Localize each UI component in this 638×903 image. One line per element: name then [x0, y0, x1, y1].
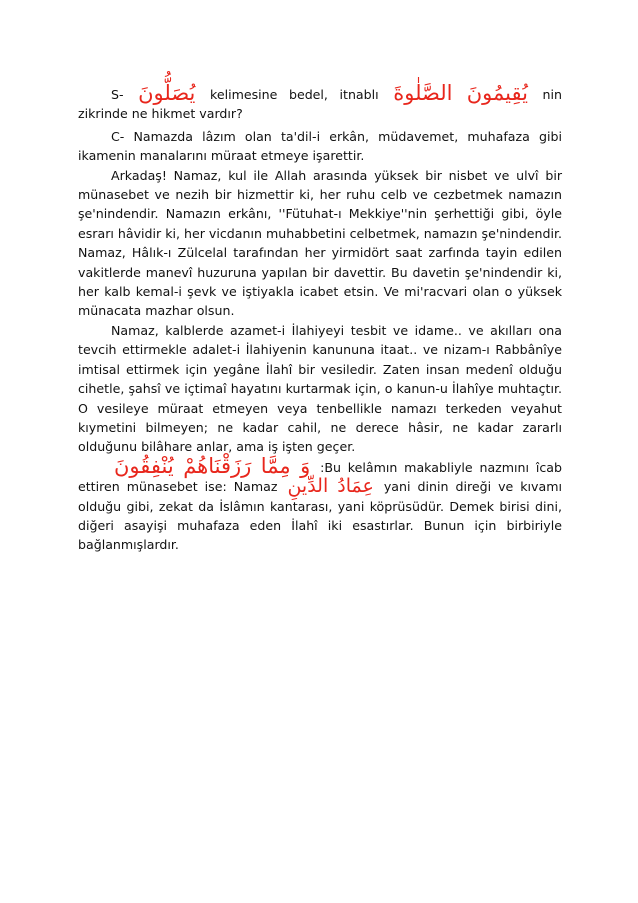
- document-page: [78, 81, 562, 555]
- arabic-phrase-mimma-razaknahum: وَ مِمَّا رَزَقْنَاهُمْ يُنْفِقُونَ: [114, 453, 311, 478]
- body-paragraph-3: [78, 453, 562, 555]
- question-middle: kelimesine bedel, itnablı: [209, 87, 379, 102]
- body-paragraph-2: Namaz, kalblerde azamet-i İlahiyeyi tesbit ve idame.. ve akılları ona tevcih ettirmekle adalet-i İlahiyenin kanununa itaat.. ve nizam-ı Rabbânîye imtisal ettirmek için yegâne İlahî bir vesiledir. Zaten insan medenî olduğu cihetle, şahsî ve içtimaî hayatını kurtarmak için, o kanun-u İlahîye muhtaçtır. O vesileye müraat etmeyen veya tenbellikle namazı terkeden veyahut kıymetini bilmeyen; ne kadar cahil, ne derece hâsir, ne kadar zararlı olduğunu bilâhare anlar, ama iş işten geçer.: [78, 322, 562, 455]
- paragraph-3-text-2: yani dinin direği ve kıvamı olduğu gibi, zekat da İslâmın kantarası, yani köprüsüdür. Demek birisi dini, diğeri asayişi muhafaza eden İlahî iki esastırlar. Bunun için birbiriyle bağlanmışlardır.: [78, 479, 562, 553]
- question-prefix: S-: [111, 87, 124, 102]
- question-suffix: nin zikrinde ne hikmet vardır?: [78, 87, 562, 122]
- question-paragraph: [78, 81, 562, 124]
- answer-paragraph: C- Namazda lâzım olan ta'dil-i erkân, müdavemet, muhafaza gibi ikamenin manalarını müraat etmeye işarettir.: [78, 128, 562, 164]
- arabic-phrase-yukimunes-salah: يُقِيمُونَ الصَّلٰوةَ: [393, 81, 528, 105]
- body-paragraph-1: Arkadaş! Namaz, kul ile Allah arasında yüksek bir nisbet ve ulvî bir münasebet ve nezih bir hizmettir ki, her ruhu celb ve cezbetmek namazın şe'nindendir. Namazın erkânı, ''Fütuhat-ı Mekkiye''nin şerhettiği gibi, öyle esrarı hâvidir ki, her vicdanın muhabbetini celbetmek, namazın şe'nindendir. Namaz, Hâlık-ı Zülcelal tarafından her yirmidört saat zarfında tayin edilen vakitlerde manevî huzuruna yapılan bir davettir. Bu davetin şe'nindendir ki, her kalb kemal-i şevk ve iştiyakla icabet etsin. Ve mi'racvari olan o yüksek münacata mazhar olsun.: [78, 167, 562, 319]
- arabic-phrase-imadud-din: عِمَادُ الدِّينِ: [287, 475, 374, 498]
- arabic-phrase-yusallun: يُصَلُّونَ: [138, 81, 196, 105]
- paragraph-3-text-1: :Bu kelâmın makabliyle nazmını îcab ettiren münasebet ise: Namaz: [78, 459, 562, 495]
